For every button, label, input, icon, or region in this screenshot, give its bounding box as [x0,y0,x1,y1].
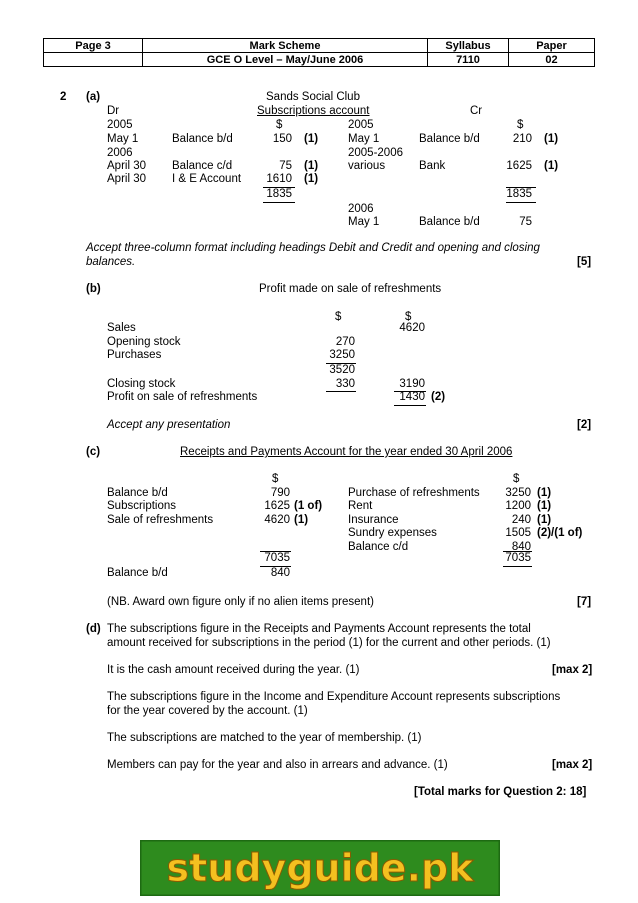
right-date: May 1 [348,216,380,228]
right-text: Bank [419,160,446,172]
receipt-value: 790 [270,487,290,499]
mark: (2)/(1 of) [537,527,583,539]
right-date: May 1 [348,133,380,145]
payment-label: Sundry expenses [348,527,437,539]
part-b-label: (b) [86,283,101,295]
payment-label: Purchase of refreshments [348,487,480,499]
line-value: 270 [335,336,355,348]
rule [506,202,536,203]
header-syllabus: Syllabus [428,39,509,53]
cr-label: Cr [470,105,483,117]
club-name: Sands Social Club [266,91,360,103]
part-c-note: (NB. Award own figure only if no alien items present) [107,596,374,608]
answer-line: The subscriptions are matched to the year of membership. (1) [107,732,422,744]
part-d-label: (d) [86,623,101,635]
header-paper: Paper [509,39,595,53]
part-a-marks: [5] [577,256,592,268]
payment-value: 240 [511,514,531,526]
rule [326,391,356,392]
part-b-title: Profit made on sale of refreshments [259,283,442,295]
mark: (1) [304,133,319,145]
receipt-label: Subscriptions [107,500,177,512]
rule [394,405,426,406]
payment-value: 3250 [505,487,531,499]
receipt-value: 1625 [264,500,290,512]
part-a-label: (a) [86,91,101,103]
part-a-note-2: balances. [86,256,136,268]
answer-line: The subscriptions figure in the Income and Expenditure Account represents subscriptions [107,691,561,703]
dollar-heading: $ [513,473,520,485]
right-total: 1835 [506,188,532,200]
dollar-heading: $ [272,473,279,485]
answer-line: The subscriptions figure in the Receipts and Payments Account represents the total [107,623,531,635]
header-page: Page 3 [44,39,143,53]
line-value: 3250 [329,349,355,361]
mark: (1) [294,514,309,526]
left-year-2005: 2005 [107,119,133,131]
mark: (1) [544,160,559,172]
max-marks: [max 2] [552,759,593,771]
left-text: I & E Account [172,173,242,185]
mark-scheme-header [43,38,595,67]
answer-line: amount received for subscriptions in the period (1) for the current and other periods. (1) [107,637,551,649]
dr-label: Dr [107,105,120,117]
left-dollar: $ [276,119,283,131]
right-year: 2006 [348,203,374,215]
payment-value: 1200 [505,500,531,512]
right-text: Balance b/d [419,133,480,145]
payment-label: Rent [348,500,373,512]
mark: (1) [304,160,319,172]
payment-label: Balance c/d [348,541,409,553]
answer-line: for the year covered by the account. (1) [107,705,308,717]
left-date: May 1 [107,133,139,145]
right-year: 2005-2006 [348,147,403,159]
receipt-label: Sale of refreshments [107,514,214,526]
rule [503,566,532,567]
header-blank [44,53,143,67]
right-year: 2005 [348,119,374,131]
mark: (1) [304,173,319,185]
mark: (1) [537,500,552,512]
line-value: 4620 [399,322,425,334]
line-value: 3190 [399,378,425,390]
studyguide-logo [140,840,500,896]
line-value: 1430 [399,391,425,403]
receipt-value: 840 [270,567,290,579]
mark: (1) [537,487,552,499]
answer-line: It is the cash amount received during the year. (1) [107,664,360,676]
right-amount: 75 [519,216,532,228]
right-text: Balance b/d [419,216,480,228]
dollar-heading: $ [335,311,342,323]
header-title: Mark Scheme [143,39,428,53]
payment-value: 840 [511,541,531,553]
line-label: Closing stock [107,378,176,390]
left-amount: 75 [279,160,292,172]
left-amount: 150 [272,133,292,145]
account-title: Subscriptions account [257,105,370,117]
receipt-total: 7035 [264,552,290,564]
mark: (1) [537,514,552,526]
left-date: April 30 [107,160,146,172]
header-paper-number: 02 [509,53,595,67]
part-c-title: Receipts and Payments Account for the year ended 30 April 2006 [180,446,513,458]
left-date: April 30 [107,173,146,185]
part-b-marks: [2] [577,419,592,431]
max-marks: [max 2] [552,664,593,676]
payment-total: 7035 [505,552,531,564]
receipt-value: 4620 [264,514,290,526]
part-c-label: (c) [86,446,101,458]
mark: (2) [431,391,446,403]
answer-line: Members can pay for the year and also in arrears and advance. (1) [107,759,448,771]
right-date: various [348,160,386,172]
receipt-label: Balance b/d [107,567,168,579]
line-label: Profit on sale of refreshments [107,391,258,403]
header-syllabus-code: 7110 [428,53,509,67]
part-b-note: Accept any presentation [107,419,231,431]
payment-value: 1505 [505,527,531,539]
header-exam: GCE O Level – May/June 2006 [143,53,428,67]
receipt-label: Balance b/d [107,487,168,499]
mark: (1) [544,133,559,145]
dollar-heading: $ [405,311,412,323]
right-amount: 1625 [506,160,532,172]
total-marks: [Total marks for Question 2: 18] [414,786,587,798]
right-dollar: $ [517,119,524,131]
left-text: Balance b/d [172,133,233,145]
line-value: 3520 [329,364,355,376]
part-a-note: Accept three-column format including headings Debit and Credit and opening and closing [86,242,540,254]
left-amount: 1610 [266,173,292,185]
question-number: 2 [60,91,67,103]
line-value: 330 [335,378,355,390]
payment-label: Insurance [348,514,399,526]
line-label: Purchases [107,349,162,361]
line-label: Opening stock [107,336,181,348]
rule [263,202,295,203]
logo-text: studyguide.pk [166,846,474,890]
mark: (1 of) [294,500,323,512]
left-text: Balance c/d [172,160,233,172]
left-year-2006: 2006 [107,147,133,159]
left-total: 1835 [266,188,292,200]
part-c-marks: [7] [577,596,592,608]
line-label: Sales [107,322,136,334]
right-amount: 210 [512,133,532,145]
